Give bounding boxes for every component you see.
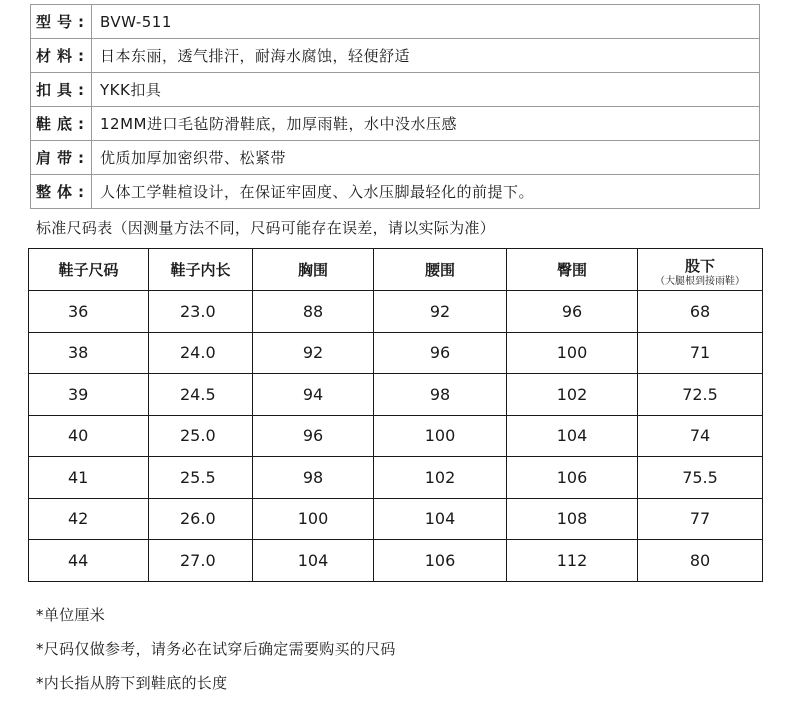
- table-cell: 24.0: [149, 332, 253, 374]
- table-cell: 92: [374, 291, 507, 333]
- spec-box: [30, 4, 760, 209]
- header-inner-length: 鞋子内长: [149, 249, 253, 291]
- table-cell: 36: [29, 291, 149, 333]
- spec-value: 12MM进口毛毡防滑鞋底，加厚雨鞋，水中没水压感: [100, 115, 457, 133]
- spec-value: BVW-511: [100, 12, 172, 31]
- note-size-reference: *尺码仅做参考，请务必在试穿后确定需要购买的尺码: [36, 640, 396, 658]
- spec-label: 扣具:: [31, 73, 92, 106]
- table-cell: 100: [253, 498, 374, 540]
- spec-label: 型号:: [31, 5, 92, 38]
- spec-value: 人体工学鞋楦设计，在保证牢固度、入水压脚最轻化的前提下。: [100, 183, 535, 201]
- table-row: [29, 374, 763, 416]
- table-cell: 88: [253, 291, 374, 333]
- notes: [36, 604, 396, 706]
- header-inseam-label: 股下: [684, 257, 715, 275]
- table-header-row: [29, 249, 763, 291]
- table-cell: 39: [29, 374, 149, 416]
- table-cell: 25.5: [149, 457, 253, 499]
- spec-label: 材料:: [31, 39, 92, 72]
- table-cell: 96: [507, 291, 638, 333]
- size-table-caption: 标准尺码表（因测量方法不同，尺码可能存在误差，请以实际为准）: [36, 219, 496, 237]
- table-row: [29, 415, 763, 457]
- table-cell: 106: [507, 457, 638, 499]
- spec-label: 肩带:: [31, 141, 92, 174]
- table-cell: 94: [253, 374, 374, 416]
- table-cell: 40: [29, 415, 149, 457]
- table-cell: 41: [29, 457, 149, 499]
- table-cell: 92: [253, 332, 374, 374]
- spec-value: YKK扣具: [100, 81, 162, 99]
- table-cell: 104: [507, 415, 638, 457]
- header-inseam: [638, 249, 763, 291]
- table-row: [29, 457, 763, 499]
- table-cell: 102: [507, 374, 638, 416]
- spec-row-material: [31, 39, 759, 73]
- table-cell: 108: [507, 498, 638, 540]
- table-cell: 96: [253, 415, 374, 457]
- table-cell: 71: [638, 332, 763, 374]
- table-row: [29, 332, 763, 374]
- header-chest: 胸围: [253, 249, 374, 291]
- table-cell: 26.0: [149, 498, 253, 540]
- table-cell: 98: [253, 457, 374, 499]
- header-shoe-size: 鞋子尺码: [29, 249, 149, 291]
- table-cell: 96: [374, 332, 507, 374]
- spec-label: 鞋底:: [31, 107, 92, 140]
- table-cell: 42: [29, 498, 149, 540]
- header-inseam-note: （大腿根到接雨鞋）: [655, 276, 745, 287]
- table-cell: 112: [507, 540, 638, 582]
- note-inner-length: *内长指从胯下到鞋底的长度: [36, 674, 228, 692]
- table-cell: 106: [374, 540, 507, 582]
- table-row: [29, 540, 763, 582]
- table-cell: 74: [638, 415, 763, 457]
- table-cell: 27.0: [149, 540, 253, 582]
- table-cell: 98: [374, 374, 507, 416]
- note-unit: *单位厘米: [36, 606, 106, 624]
- table-cell: 44: [29, 540, 149, 582]
- table-cell: 102: [374, 457, 507, 499]
- table-cell: 100: [507, 332, 638, 374]
- spec-row-strap: [31, 141, 759, 175]
- table-cell: 68: [638, 291, 763, 333]
- table-cell: 23.0: [149, 291, 253, 333]
- spec-row-overall: [31, 175, 759, 208]
- table-cell: 104: [253, 540, 374, 582]
- header-waist: 腰围: [374, 249, 507, 291]
- spec-value: 优质加厚加密织带、松紧带: [100, 149, 287, 167]
- table-row: [29, 291, 763, 333]
- spec-row-sole: [31, 107, 759, 141]
- spec-value: 日本东丽，透气排汗，耐海水腐蚀，轻便舒适: [100, 47, 411, 65]
- spec-row-buckle: [31, 73, 759, 107]
- spec-label: 整体:: [31, 175, 92, 208]
- table-cell: 77: [638, 498, 763, 540]
- size-table: [28, 248, 763, 582]
- table-cell: 104: [374, 498, 507, 540]
- spec-row-model: [31, 5, 759, 39]
- table-cell: 24.5: [149, 374, 253, 416]
- table-cell: 80: [638, 540, 763, 582]
- table-cell: 75.5: [638, 457, 763, 499]
- table-cell: 100: [374, 415, 507, 457]
- table-row: [29, 498, 763, 540]
- header-hip: 臀围: [507, 249, 638, 291]
- table-cell: 72.5: [638, 374, 763, 416]
- table-cell: 38: [29, 332, 149, 374]
- table-cell: 25.0: [149, 415, 253, 457]
